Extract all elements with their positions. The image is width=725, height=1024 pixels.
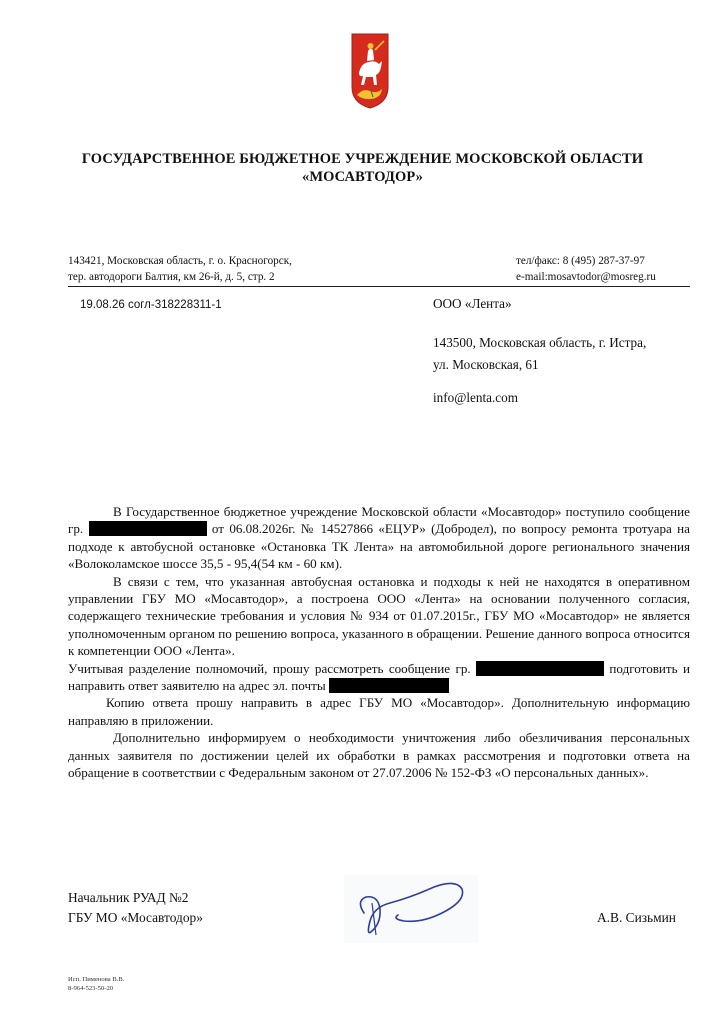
redacted-email [329, 678, 449, 693]
recipient-email: info@lenta.com [433, 390, 519, 405]
paragraph-1-start: В Государственное бюджетное учреждение Московской области «Мосавтодор» поступило сообщение гр. [68, 504, 690, 537]
redacted-name [89, 521, 207, 536]
header-divider [68, 286, 690, 287]
paragraph-2: В связи с тем, что указанная автобусная остановка и подходы к ней не находятся в оперативном управлении ГБУ МО «Мосавтодор», а построена ООО «Лента» на основании полученного согласия, содержащего технические требования и условия № 934 от 01.07.2015г., ГБУ МО «Мосавтодор» не является уполномоченным органом по решению вопроса, указанного в обращении. Решение данного вопроса относится к компетенции ООО «Лента». [68, 573, 690, 659]
paragraph-1 [68, 503, 690, 573]
reference-number: 19.08.26 согл-318228311-1 [80, 299, 222, 311]
paragraph-3-start: Учитывая разделение полномочий, прошу рассмотреть сообщение гр. [68, 660, 471, 676]
sender-email: e-mail:mosavtodor@mosreg.ru [516, 271, 656, 283]
paragraph-3 [68, 660, 690, 695]
letter-body [68, 503, 690, 782]
executor-name: Исп. Пименова В.В. [68, 976, 125, 983]
coat-of-arms-icon [351, 33, 389, 109]
sender-address-line2: тер. автодороги Балтия, км 26-й, д. 5, стр. 2 [68, 271, 275, 283]
recipient-name: ООО «Лента» [433, 296, 512, 311]
recipient-address-line2: ул. Московская, 61 [433, 357, 539, 372]
signatory-position [68, 888, 203, 928]
signatory-position-line2: ГБУ МО «Мосавтодор» [68, 910, 203, 925]
paragraph-1-end: от 06.08.2026г. № 14527866 «ЕЦУР» (Добродел), по вопросу ремонта тротуара на подходе к автобусной остановке «Остановка ТК Лента» на автомобильной дороге регионального значения «Волоколамское шоссе 35,5 - 95,4(54 км - 60 км). [68, 521, 690, 572]
paragraph-4: Копию ответа прошу направить в адрес ГБУ МО «Мосавтодор». Дополнительную информацию направляю в приложении. [68, 695, 690, 728]
recipient-address [433, 332, 646, 376]
paragraph-5: Дополнительно информируем о необходимости уничтожения либо обезличивания персональных данных заявителя по достижении целей их обработки в рамках рассмотрения и подготовки ответа на обращение в соответствии с Федеральным законом от 27.07.2006 № 152-ФЗ «О персональных данных». [68, 730, 690, 781]
sender-address-line1: 143421, Московская область, г. о. Красногорск, [68, 255, 292, 267]
redacted-name [476, 661, 604, 676]
sender-phone: тел/факс: 8 (495) 287-37-97 [516, 255, 645, 267]
organization-name-line1: ГОСУДАРСТВЕННОЕ БЮДЖЕТНОЕ УЧРЕЖДЕНИЕ МОСКОВСКОЙ ОБЛАСТИ [81, 151, 644, 167]
sender-address [68, 253, 292, 285]
handwritten-signature [342, 873, 480, 945]
signatory-name: А.В. Сизьмин [597, 910, 676, 925]
executor-phone: 8-964-523-50-20 [68, 985, 114, 992]
recipient-address-line1: 143500, Московская область, г. Истра, [433, 335, 647, 350]
sender-contacts [516, 253, 656, 285]
signatory-position-line1: Начальник РУАД №2 [68, 890, 189, 905]
organization-name-line2: «МОСАВТОДОР» [301, 169, 424, 185]
paragraph-3-end: подготовить и направить ответ заявителю на адрес эл. почты [68, 660, 690, 694]
executor-info [68, 975, 124, 993]
